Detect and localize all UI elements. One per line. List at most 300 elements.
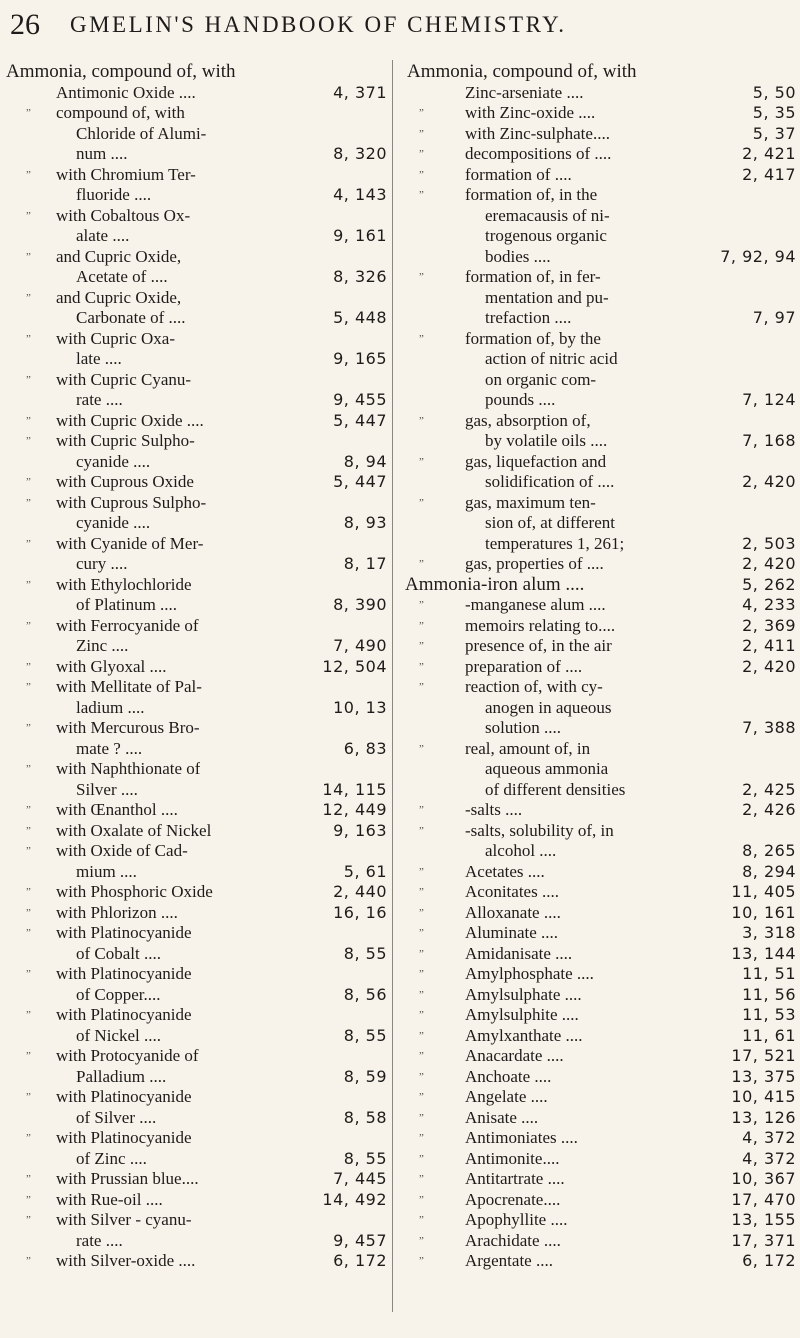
index-entry <box>405 882 796 903</box>
entry-text: with Platinocyanide <box>56 1005 192 1024</box>
index-entry <box>405 349 796 370</box>
entry-text: Anchoate .... <box>465 1066 552 1086</box>
index-entry <box>4 595 387 616</box>
index-entry <box>405 759 796 780</box>
ditto-mark: ” <box>26 209 31 222</box>
entry-text: bodies .... <box>485 246 551 266</box>
volume-page-reference: 5, 61 <box>343 861 387 881</box>
volume-page-reference: 8, 55 <box>343 1148 387 1168</box>
index-entry <box>4 103 387 124</box>
ditto-mark: ” <box>26 660 31 673</box>
ditto-mark: ” <box>26 168 31 181</box>
index-entry <box>4 267 387 288</box>
entry-text: gas, absorption of, <box>465 410 591 430</box>
index-entry <box>405 390 796 411</box>
entry-text: formation of, by the <box>465 328 601 348</box>
left-column-heading: Ammonia, compound of, with <box>6 61 236 82</box>
entry-text: with Chromium Ter- <box>56 164 196 184</box>
entry-text: Amylxanthate .... <box>465 1025 583 1045</box>
index-entry <box>405 288 796 309</box>
volume-page-reference: 6, 172 <box>742 1251 796 1270</box>
index-entry <box>4 329 387 350</box>
volume-page-reference: 13, 155 <box>731 1210 796 1229</box>
index-entry <box>4 83 387 104</box>
index-entry <box>405 1046 796 1067</box>
entry-text: solidification of .... <box>485 472 615 491</box>
index-entry <box>405 964 796 985</box>
ditto-mark: ” <box>26 435 31 447</box>
index-entry <box>4 1005 387 1026</box>
index-entry <box>4 759 387 780</box>
entry-text: with Mercurous Bro- <box>56 718 200 737</box>
index-entry <box>405 657 796 678</box>
volume-page-reference: 9, 165 <box>333 349 387 368</box>
index-entry <box>405 411 796 432</box>
volume-page-reference: 7, 168 <box>742 431 796 450</box>
volume-page-reference: 8, 265 <box>742 841 796 860</box>
ditto-mark: ” <box>419 189 424 201</box>
volume-page-reference: 7, 97 <box>752 308 796 327</box>
entry-text: pounds .... <box>485 390 556 409</box>
volume-page-reference: 8, 94 <box>343 451 387 471</box>
volume-page-reference: 12, 449 <box>322 800 387 819</box>
volume-page-reference: 7, 92, 94 <box>720 246 796 266</box>
entry-text: Zinc-arseniate .... <box>465 82 584 102</box>
entry-text: rate .... <box>76 1230 123 1250</box>
ditto-mark: ” <box>26 291 31 304</box>
entry-text: solution .... <box>485 718 562 737</box>
entry-text: Silver .... <box>76 779 138 799</box>
ditto-mark: ” <box>419 865 424 878</box>
ditto-mark: ” <box>419 824 424 837</box>
ditto-mark: ” <box>419 1132 424 1144</box>
entry-text: Antitartrate .... <box>465 1169 565 1188</box>
entry-text: with Silver - cyanu- <box>56 1210 192 1229</box>
volume-page-reference: 7, 490 <box>333 636 387 655</box>
index-entry <box>4 903 387 924</box>
entry-text: of different densities <box>485 779 626 799</box>
index-entry <box>405 944 796 965</box>
volume-page-reference: 14, 115 <box>322 779 387 799</box>
index-entry <box>405 841 796 862</box>
index-entry <box>405 554 796 575</box>
entry-text: Argentate .... <box>465 1251 553 1270</box>
index-entry <box>405 226 796 247</box>
entry-text: with Cupric Cyanu- <box>56 369 192 389</box>
volume-page-reference: 5, 35 <box>752 103 796 122</box>
volume-page-reference: 8, 294 <box>742 861 796 881</box>
entry-text: of Zinc .... <box>76 1148 147 1168</box>
index-entry <box>405 513 796 534</box>
entry-text: with Œnanthol .... <box>56 800 178 819</box>
index-entry <box>405 800 796 821</box>
entry-text: cyanide .... <box>76 513 151 532</box>
index-entry <box>405 780 796 801</box>
index-entry <box>4 1231 387 1252</box>
ditto-mark: ” <box>419 1070 424 1083</box>
ditto-mark: ” <box>419 1152 424 1165</box>
index-entry <box>405 1005 796 1026</box>
index-entry <box>405 923 796 944</box>
volume-page-reference: 14, 492 <box>322 1189 387 1209</box>
index-entry <box>405 103 796 124</box>
index-entry <box>405 431 796 452</box>
entry-text: Apocrenate.... <box>465 1189 561 1209</box>
entry-text: Amylphosphate .... <box>465 964 594 983</box>
index-entry <box>4 1251 387 1272</box>
entry-text: and Cupric Oxide, <box>56 287 182 307</box>
volume-page-reference: 2, 421 <box>742 144 796 163</box>
index-entry <box>4 964 387 985</box>
entry-text: of Nickel .... <box>76 1025 161 1045</box>
ditto-mark: ” <box>26 927 31 939</box>
index-entry <box>4 534 387 555</box>
index-entry <box>4 247 387 268</box>
index-entry <box>4 1190 387 1211</box>
entry-text: Ammonia-iron alum .... <box>405 574 585 595</box>
index-entry <box>405 534 796 555</box>
ditto-mark: ” <box>26 619 31 632</box>
ditto-mark: ” <box>419 599 424 611</box>
ditto-mark: ” <box>419 1050 424 1062</box>
volume-page-reference: 6, 172 <box>333 1251 387 1270</box>
index-entry <box>405 165 796 186</box>
volume-page-reference: 13, 144 <box>731 943 796 963</box>
entry-text: with Silver-oxide .... <box>56 1251 196 1270</box>
entry-text: Chloride of Alumi- <box>76 123 207 143</box>
ditto-mark: ” <box>419 886 424 898</box>
index-entry <box>4 1128 387 1149</box>
entry-text: trefaction .... <box>485 308 572 327</box>
ditto-mark: ” <box>419 148 424 160</box>
volume-page-reference: 4, 372 <box>742 1148 796 1168</box>
entry-text: late .... <box>76 349 122 368</box>
entry-text: with Cuprous Oxide <box>56 472 194 491</box>
index-entry <box>4 575 387 596</box>
running-title: GMELIN'S HANDBOOK OF CHEMISTRY. <box>70 12 567 37</box>
entry-text: Arachidate .... <box>465 1230 561 1250</box>
ditto-mark: ” <box>419 414 424 427</box>
entry-text: Antimonite.... <box>465 1148 560 1168</box>
entry-text: of Cobalt .... <box>76 943 161 963</box>
index-entry <box>405 1128 796 1149</box>
entry-text: with Ethylochloride <box>56 574 192 594</box>
volume-page-reference: 5, 37 <box>752 123 796 143</box>
entry-text: with Zinc-sulphate.... <box>465 123 610 143</box>
entry-text: formation of, in the <box>465 185 598 204</box>
index-entry <box>405 1067 796 1088</box>
ditto-mark: ” <box>419 558 424 570</box>
volume-page-reference: 4, 143 <box>333 185 387 204</box>
volume-page-reference: 11, 56 <box>742 984 796 1004</box>
entry-text: Acetates .... <box>465 861 545 881</box>
index-entry <box>405 1210 796 1231</box>
entry-text: cyanide .... <box>76 451 151 471</box>
ditto-mark: ” <box>26 845 31 857</box>
ditto-mark: ” <box>419 1111 424 1124</box>
entry-text: ladium .... <box>76 697 145 717</box>
ditto-mark: ” <box>419 927 424 939</box>
entry-text: with Platinocyanide <box>56 923 192 942</box>
index-entry <box>405 329 796 350</box>
index-entry <box>4 390 387 411</box>
volume-page-reference: 6, 83 <box>343 738 387 758</box>
index-entry <box>405 370 796 391</box>
ditto-mark: ” <box>419 1173 424 1185</box>
ditto-mark: ” <box>26 722 31 734</box>
ditto-mark: ” <box>26 1255 31 1267</box>
index-entry <box>4 739 387 760</box>
volume-page-reference: 8, 55 <box>343 943 387 963</box>
volume-page-reference: 4, 233 <box>742 595 796 614</box>
volume-page-reference: 8, 390 <box>333 595 387 614</box>
index-entry <box>405 206 796 227</box>
entry-text: with Protocyanide of <box>56 1046 199 1065</box>
entry-text: with Phlorizon .... <box>56 902 178 922</box>
entry-text: with Platinocyanide <box>56 1087 192 1106</box>
entry-text: with Cupric Oxa- <box>56 328 175 348</box>
index-entry <box>4 1108 387 1129</box>
entry-text: Alloxanate .... <box>465 902 561 922</box>
ditto-mark: ” <box>419 168 424 181</box>
index-entry <box>405 821 796 842</box>
index-entry <box>405 267 796 288</box>
ditto-mark: ” <box>26 681 31 693</box>
volume-page-reference: 5, 50 <box>752 82 796 102</box>
index-entry <box>4 226 387 247</box>
index-entry <box>4 944 387 965</box>
ditto-mark: ” <box>26 1193 31 1206</box>
volume-page-reference: 10, 415 <box>731 1087 796 1106</box>
entry-text: anogen in aqueous <box>485 697 612 717</box>
index-entry <box>405 985 796 1006</box>
entry-text: with Oxide of Cad- <box>56 841 188 860</box>
ditto-mark: ” <box>26 1050 31 1062</box>
entry-text: -manganese alum .... <box>465 595 606 614</box>
index-entry <box>4 1210 387 1231</box>
ditto-mark: ” <box>26 496 31 509</box>
ditto-mark: ” <box>419 107 424 119</box>
right-column <box>405 62 796 1272</box>
index-entry <box>405 1108 796 1129</box>
ditto-mark: ” <box>419 1029 424 1042</box>
volume-page-reference: 9, 455 <box>333 390 387 409</box>
index-entry <box>4 411 387 432</box>
entry-text: Amidanisate .... <box>465 943 573 963</box>
volume-page-reference: 8, 326 <box>333 267 387 286</box>
entry-text: alcohol .... <box>485 841 557 860</box>
entry-text: with Cuprous Sulpho- <box>56 492 207 512</box>
ditto-mark: ” <box>26 107 31 119</box>
index-entry <box>4 862 387 883</box>
entry-text: Aconitates .... <box>465 882 559 901</box>
volume-page-reference: 8, 93 <box>343 513 387 532</box>
volume-page-reference: 5, 262 <box>742 574 796 594</box>
volume-page-reference: 7, 124 <box>742 390 796 409</box>
entry-text: action of nitric acid <box>485 349 618 368</box>
index-entry <box>405 718 796 739</box>
volume-page-reference: 5, 447 <box>333 472 387 491</box>
volume-page-reference: 11, 53 <box>742 1005 796 1024</box>
volume-page-reference: 10, 367 <box>731 1169 796 1188</box>
index-entry <box>405 1087 796 1108</box>
ditto-mark: ” <box>419 619 424 632</box>
ditto-mark: ” <box>26 537 31 550</box>
ditto-mark: ” <box>26 414 31 427</box>
index-entry <box>4 718 387 739</box>
entry-text: and Cupric Oxide, <box>56 246 182 266</box>
entry-text: -salts, solubility of, in <box>465 820 614 840</box>
volume-page-reference: 4, 371 <box>333 82 387 102</box>
volume-page-reference: 16, 16 <box>333 902 387 922</box>
volume-page-reference: 2, 411 <box>742 636 796 655</box>
index-entry <box>405 308 796 329</box>
column-divider <box>392 60 393 1312</box>
volume-page-reference: 7, 445 <box>333 1169 387 1188</box>
volume-page-reference: 8, 17 <box>343 554 387 573</box>
index-entry <box>405 575 796 596</box>
page-number: 26 <box>10 8 40 41</box>
index-entry <box>405 636 796 657</box>
index-entry <box>4 124 387 145</box>
index-entry <box>405 903 796 924</box>
volume-page-reference: 11, 405 <box>731 882 796 901</box>
entry-text: gas, liquefaction and <box>465 451 607 471</box>
volume-page-reference: 9, 457 <box>333 1230 387 1250</box>
entry-text: num .... <box>76 144 128 163</box>
volume-page-reference: 5, 448 <box>333 308 387 327</box>
index-entry <box>4 882 387 903</box>
volume-page-reference: 13, 126 <box>731 1107 796 1127</box>
entry-text: with Platinocyanide <box>56 1128 192 1147</box>
entry-text: by volatile oils .... <box>485 431 608 450</box>
entry-text: Amylsulphate .... <box>465 984 582 1004</box>
index-entry <box>4 288 387 309</box>
entry-text: reaction of, with cy- <box>465 677 603 696</box>
entry-text: Acetate of .... <box>76 267 168 286</box>
entry-text: Anisate .... <box>465 1107 539 1127</box>
entry-text: Angelate .... <box>465 1087 548 1106</box>
ditto-mark: ” <box>26 1132 31 1144</box>
volume-page-reference: 12, 504 <box>322 656 387 676</box>
ditto-mark: ” <box>419 127 424 140</box>
index-entry <box>4 800 387 821</box>
ditto-mark: ” <box>26 332 31 345</box>
entry-text: with Cupric Oxide .... <box>56 410 204 430</box>
volume-page-reference: 5, 447 <box>333 410 387 430</box>
index-entry <box>4 1046 387 1067</box>
index-entry <box>4 657 387 678</box>
volume-page-reference: 4, 372 <box>742 1128 796 1147</box>
ditto-mark: ” <box>419 988 424 1001</box>
index-entry <box>405 493 796 514</box>
index-entry <box>4 185 387 206</box>
index-entry <box>4 841 387 862</box>
entry-text: fluoride .... <box>76 185 152 204</box>
entry-text: Carbonate of .... <box>76 308 186 327</box>
entry-text: with Cyanide of Mer- <box>56 533 204 553</box>
ditto-mark: ” <box>419 968 424 980</box>
volume-page-reference: 2, 420 <box>742 472 796 491</box>
entry-text: with Zinc-oxide .... <box>465 103 596 122</box>
entry-text: compound of, with <box>56 103 185 122</box>
volume-page-reference: 2, 420 <box>742 554 796 573</box>
index-entry <box>405 247 796 268</box>
entry-text: Aluminate .... <box>465 923 559 942</box>
index-entry <box>4 370 387 391</box>
volume-page-reference: 2, 440 <box>333 882 387 901</box>
index-entry <box>405 862 796 883</box>
index-entry <box>4 349 387 370</box>
index-entry <box>4 452 387 473</box>
ditto-mark: ” <box>26 578 31 591</box>
volume-page-reference: 8, 59 <box>343 1066 387 1086</box>
entry-text: of Silver .... <box>76 1107 157 1127</box>
ditto-mark: ” <box>26 1214 31 1226</box>
index-entry <box>4 780 387 801</box>
volume-page-reference: 9, 163 <box>333 820 387 840</box>
ditto-mark: ” <box>26 373 31 386</box>
entry-text: mium .... <box>76 861 137 881</box>
entry-text: gas, maximum ten- <box>465 492 596 512</box>
entry-text: sion of, at different <box>485 513 615 532</box>
entry-text: Apophyllite .... <box>465 1210 568 1229</box>
ditto-mark: ” <box>419 681 424 693</box>
ditto-mark: ” <box>419 332 424 345</box>
entry-text: real, amount of, in <box>465 738 591 758</box>
ditto-mark: ” <box>26 250 31 263</box>
ditto-mark: ” <box>419 947 424 960</box>
ditto-mark: ” <box>419 496 424 509</box>
index-entry <box>4 1149 387 1170</box>
index-entry <box>405 616 796 637</box>
index-entry <box>405 1190 796 1211</box>
volume-page-reference: 17, 470 <box>731 1189 796 1209</box>
left-column <box>4 62 387 1272</box>
volume-page-reference: 17, 371 <box>731 1230 796 1250</box>
volume-page-reference: 10, 13 <box>333 697 387 717</box>
volume-page-reference: 7, 388 <box>742 718 796 737</box>
entry-text: Antimoniates .... <box>465 1128 578 1147</box>
index-entry <box>4 698 387 719</box>
volume-page-reference: 2, 503 <box>742 533 796 553</box>
ditto-mark: ” <box>419 1193 424 1206</box>
entry-text: with Naphthionate of <box>56 759 201 778</box>
ditto-mark: ” <box>419 640 424 652</box>
page-header <box>0 6 800 46</box>
ditto-mark: ” <box>26 804 31 816</box>
volume-page-reference: 8, 55 <box>343 1025 387 1045</box>
volume-page-reference: 10, 161 <box>731 902 796 922</box>
volume-page-reference: 3, 318 <box>742 923 796 942</box>
ditto-mark: ” <box>419 1009 424 1021</box>
index-entry <box>4 923 387 944</box>
volume-page-reference: 13, 375 <box>731 1066 796 1086</box>
entry-text: with Glyoxal .... <box>56 656 167 676</box>
ditto-mark: ” <box>419 804 424 816</box>
entry-text: presence of, in the air <box>465 636 612 655</box>
index-entry <box>405 677 796 698</box>
entry-text: mentation and pu- <box>485 287 609 307</box>
index-entry <box>405 1251 796 1272</box>
index-entry <box>405 124 796 145</box>
ditto-mark: ” <box>419 1091 424 1103</box>
entry-text: decompositions of .... <box>465 144 612 163</box>
index-entry <box>4 636 387 657</box>
entry-text: with Platinocyanide <box>56 964 192 983</box>
entry-text: preparation of .... <box>465 656 583 676</box>
ditto-mark: ” <box>26 1091 31 1103</box>
